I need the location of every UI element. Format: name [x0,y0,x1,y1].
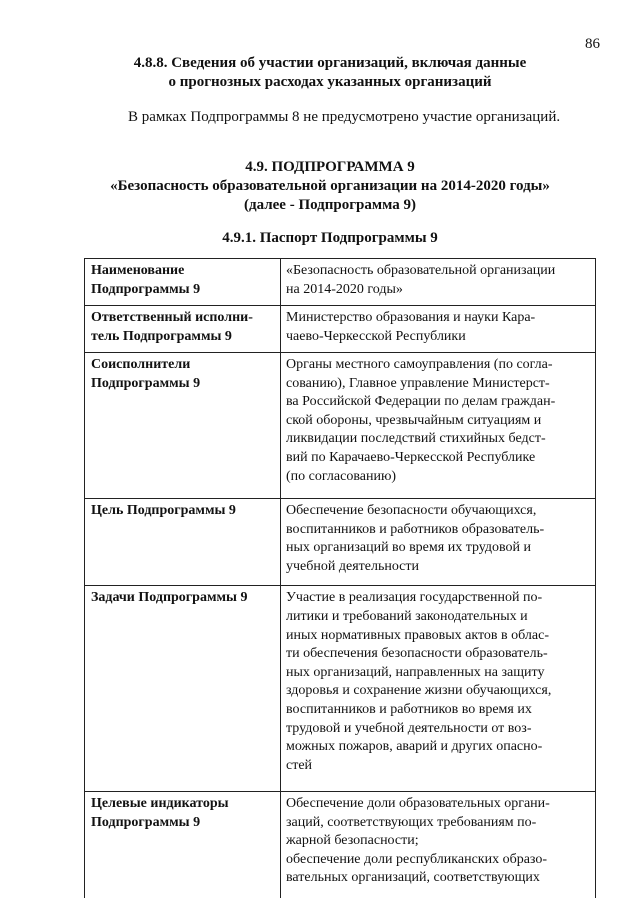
table-row [85,259,596,306]
value-line: ва Российской Федерации по делам граждан- [286,394,556,410]
label-line: Наименование [91,263,185,278]
label-line: Целевые индикаторы [91,795,229,811]
value-line: ных организаций, направленных на защиту [286,664,545,680]
value-line: ти обеспечения безопасности образователь- [286,646,548,662]
row-label [85,259,281,306]
row-value [281,499,596,586]
value-line: Обеспечение безопасности обучающихся, [286,503,537,519]
value-line: сованию), Главное управление Министерст- [286,375,550,391]
value-line: (по согласованию) [286,468,397,484]
value-line: иных нормативных правовых актов в облас- [286,627,549,643]
value-line: жарной безопасности; [286,833,419,849]
row-value [281,306,596,353]
section-4-9-1-heading: 4.9.1. Паспорт Подпрограммы 9 [222,230,438,246]
row-label [85,499,281,586]
value-line: воспитанников и работников образователь- [286,521,545,537]
value-line: вий по Карачаево-Черкесской Республике [286,450,536,466]
heading-line: 4.9. ПОДПРОГРАММА 9 [245,159,415,175]
value-line: заций, соответствующих требованиям по- [286,814,537,830]
row-value [281,586,596,791]
value-line: ликвидации последствий стихийных бедст- [286,431,546,447]
label-line: тель Подпрограммы 9 [91,328,232,344]
row-label [85,586,281,791]
value-line: Обеспечение доли образовательных органи- [286,795,550,811]
heading-line: «Безопасность образовательной организации на 2014-2020 годы» [110,178,550,194]
row-value [281,259,596,306]
value-line: Министерство образования и науки Кара- [286,310,536,326]
value-line: учебной деятельности [286,558,420,574]
value-line: трудовой и учебной деятельности от воз- [286,720,532,736]
value-line: чаево-Черкесской Республики [286,328,466,344]
value-line: Участие в реализация государственной по- [286,590,543,606]
label-line: Соисполнители [91,357,191,373]
section-4-8-8-text: В рамках Подпрограммы 8 не предусмотрено участие организаций. [128,109,561,125]
value-line: обеспечение доли республиканских образо- [286,851,548,867]
value-line: ных организаций во время их трудовой и [286,540,532,556]
value-line: Органы местного самоуправления (по согла- [286,357,553,373]
heading-line: 4.8.8. Сведения об участии организаций, включая данные [133,55,527,71]
value-line: вательных организаций, соответствующих [286,870,540,886]
passport-table [84,258,596,898]
label-line: Подпрограммы 9 [91,281,201,297]
table-row [85,586,596,791]
table-row [85,306,596,353]
row-value [281,353,596,499]
table-row [85,791,596,898]
row-label [85,353,281,499]
section-4-8-8-heading [60,54,600,92]
label-line: Цель Подпрограммы 9 [91,503,236,519]
value-line: стей [286,757,313,773]
label-line: Задачи Подпрограммы 9 [91,590,248,606]
table-row [85,353,596,499]
section-4-9-heading [60,158,600,215]
heading-line: (далее - Подпрограмма 9) [244,197,416,213]
value-line: «Безопасность образовательной организации [286,263,556,278]
value-line: воспитанников и работников во время их [286,702,532,718]
value-line: здоровья и сохранение жизни обучающихся, [286,683,552,699]
page-number: 86 [585,36,600,52]
label-line: Подпрограммы 9 [91,814,201,830]
label-line: Подпрограммы 9 [91,375,201,391]
table-row [85,499,596,586]
label-line: Ответственный исполни- [91,310,253,326]
heading-line: о прогнозных расходах указанных организаций [168,74,492,90]
row-value [281,791,596,898]
row-label [85,791,281,898]
value-line: литики и требований законодательных и [286,609,528,625]
value-line: на 2014-2020 годы» [286,281,403,297]
value-line: ской обороны, чрезвычайным ситуациям и [286,412,542,428]
value-line: можных пожаров, аварий и других опасно- [286,739,543,755]
row-label [85,306,281,353]
